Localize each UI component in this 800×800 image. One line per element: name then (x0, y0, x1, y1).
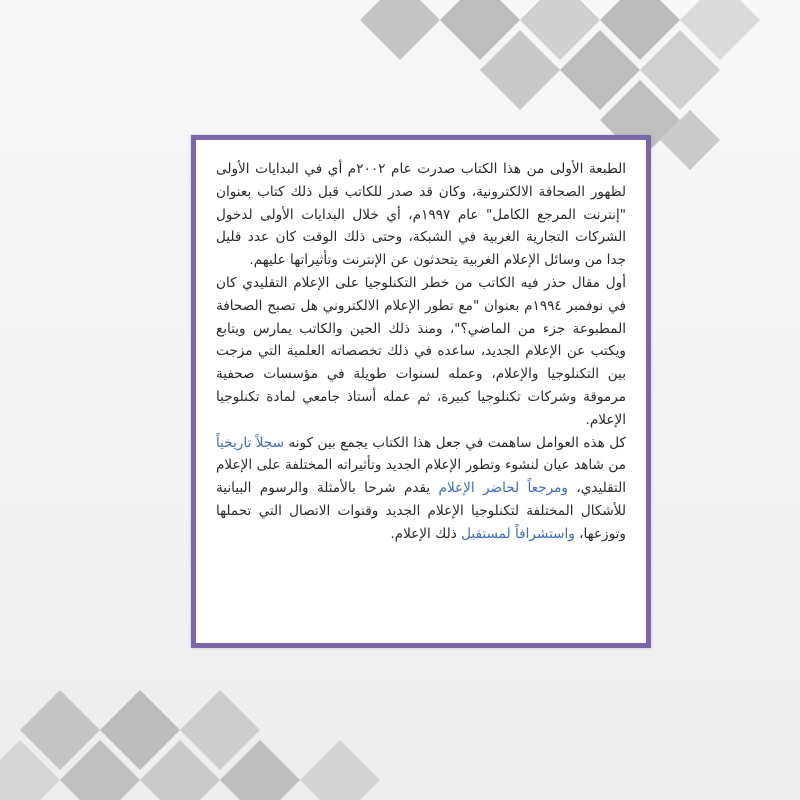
highlight-historical-record: سجلاً تاريخياً (216, 434, 285, 451)
paragraph-3-part-3: يقدم شرحا بالأمثلة والرسوم البيانية للأشكال المختلفة لتكنلوجيا الإعلام الجديد وقنوات الاتصال التي تحملها وتوزعها، (216, 480, 626, 542)
diamond-shape (360, 0, 440, 60)
highlight-foresight: واستشرافاً لمستقبل (461, 525, 575, 542)
paragraph-3 (216, 432, 626, 546)
diamond-shape (300, 740, 380, 800)
paragraph-3-part-2: من شاهد عيان لنشوء وتطور الإعلام الجديد وتأثيراته المختلفة على الإعلام التقليدي، (216, 457, 626, 497)
paragraph-3-part-4: ذلك الإعلام. (390, 525, 462, 542)
paragraph-3-part-1: كل هذه العوامل ساهمت في جعل هذا الكتاب يجمع بين كونه (284, 434, 627, 451)
paragraph-2: أول مقال حذر فيه الكاتب من خطر التكنلوجيا على الإعلام التقليدي كان في نوفمبر ١٩٩٤م بعنوان "مع تطور الإعلام الالكتروني هل تصبح الصحافة المطبوعة جزء من الماضي؟"، ومنذ ذلك الحين والكاتب يمارس ويتابع ويكتب عن الإعلام الجديد، ساعده في ذلك تخصصاته العلمية التي مزجت بين التكنلوجيا والإعلام، وعمله لسنوات طويلة في مؤسسات صحفية مرموقة وشركات تكنلوجيا كبيرة، ثم عمله أستاذ جامعي لمادة تكنلوجيا الإعلام. (216, 274, 626, 428)
highlight-reference: ومرجعاً لحاضر الإعلام (438, 480, 568, 497)
text-frame (191, 135, 651, 648)
paragraph-1: الطبعة الأولى من هذا الكتاب صدرت عام ٢٠٠٢م أي في البدايات الأولى لظهور الصحافة الالكترونية، وكان قد صدر للكاتب قبل ذلك كتاب بعنوان "إنترنت المرجع الكامل" عام ١٩٩٧م، أي خلال البدايات الأولى لدخول الشركات التجارية الغربية في الشبكة، وحتى ذلك الوقت كان عدد قليل جدا من وسائل الإعلام الغربية يتحدثون عن الإنترنت وتأثيراتها عليهم. (216, 161, 627, 269)
back-cover-text (216, 158, 626, 546)
